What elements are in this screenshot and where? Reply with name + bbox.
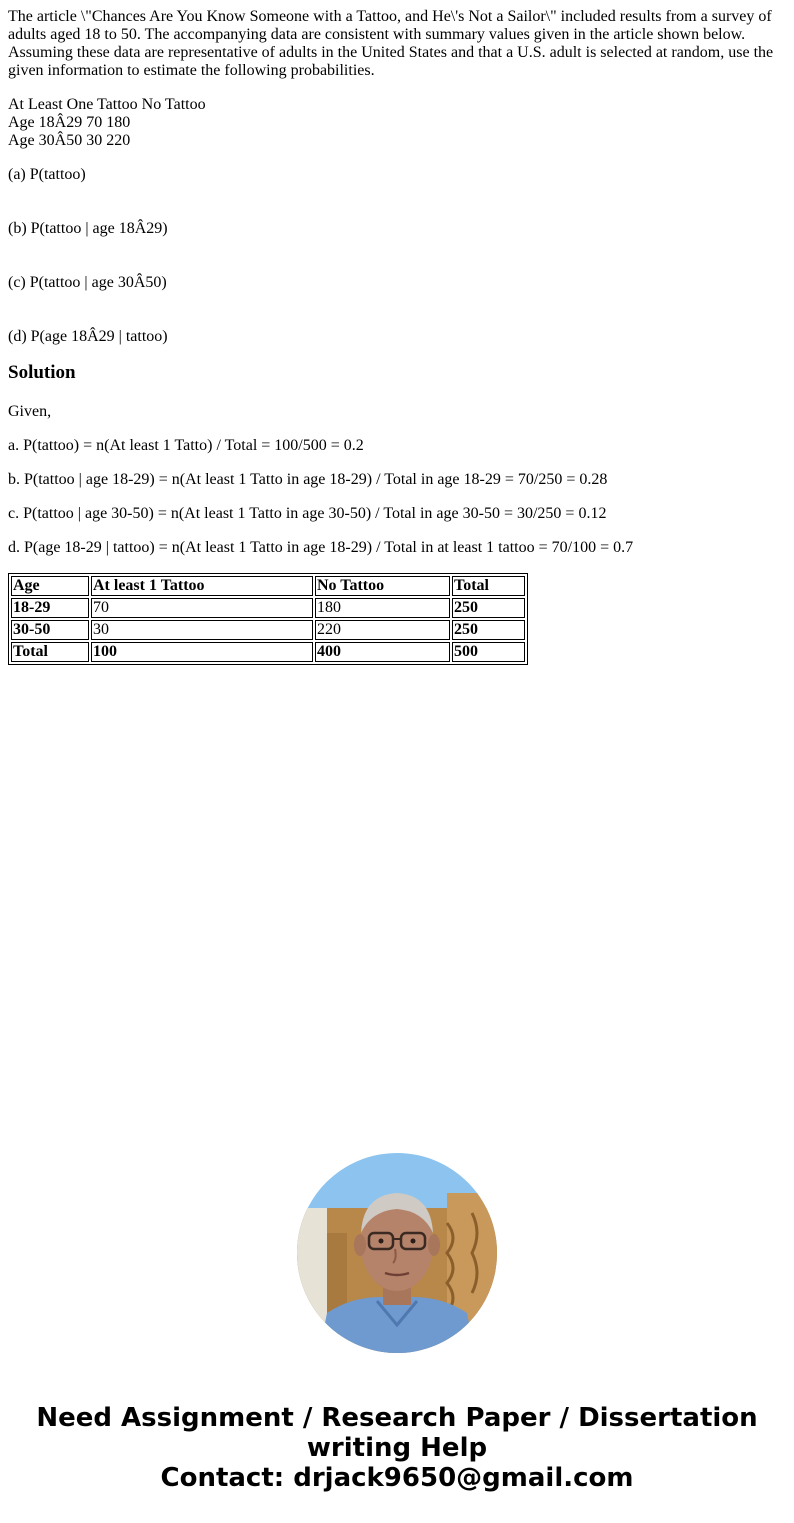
table-row xyxy=(11,598,525,618)
table-cell: 30-50 xyxy=(11,620,89,640)
table-cell: 70 xyxy=(91,598,313,618)
question-part-b: (b) P(tattoo | age 18Â29) xyxy=(8,220,168,237)
table-cell: 250 xyxy=(452,620,525,640)
data-summary xyxy=(8,96,786,150)
question-part-a: (a) P(tattoo) xyxy=(8,166,86,183)
table-row xyxy=(11,620,525,640)
promo-contact: Contact: drjack9650@gmail.com xyxy=(160,1463,634,1493)
table-header-cell: Age xyxy=(11,576,89,596)
table-cell: 30 xyxy=(91,620,313,640)
question-intro: The article \"Chances Are You Know Someone with a Tattoo, and He\'s Not a Sailor\" included results from a survey of adults aged 18 to 50. The accompanying data are consistent with summary values given in the article shown below. Assuming these data are representative of adults in the United States and that a U.S. adult is selected at random, use the given information to estimate the following probabilities. xyxy=(8,8,774,79)
table-cell: 220 xyxy=(315,620,450,640)
solution-given: Given, xyxy=(8,403,52,420)
table-cell: 18-29 xyxy=(11,598,89,618)
table-cell: 400 xyxy=(315,642,450,662)
table-header-cell: Total xyxy=(452,576,525,596)
table-cell: 180 xyxy=(315,598,450,618)
question-part-c: (c) P(tattoo | age 30Â50) xyxy=(8,274,167,291)
promo-line: writing Help xyxy=(306,1433,488,1463)
solution-line-d: d. P(age 18-29 | tattoo) = n(At least 1 Tatto in age 18-29) / Total in at least 1 tattoo = 70/100 = 0.7 xyxy=(8,539,634,556)
solution-line-c: c. P(tattoo | age 30-50) = n(At least 1 Tatto in age 30-50) / Total in age 30-50 = 30/250 = 0.12 xyxy=(8,505,607,522)
table-header-cell: At least 1 Tattoo xyxy=(91,576,313,596)
author-photo xyxy=(297,1153,497,1353)
data-line: Age 18Â29 70 180 xyxy=(8,114,131,131)
solution-line-a: a. P(tattoo) = n(At least 1 Tatto) / Total = 100/500 = 0.2 xyxy=(8,437,364,454)
solution-heading: Solution xyxy=(8,362,76,383)
table-header-row xyxy=(11,576,525,596)
table-cell: 500 xyxy=(452,642,525,662)
table-cell: 100 xyxy=(91,642,313,662)
table-header-cell: No Tattoo xyxy=(315,576,450,596)
table-cell: 250 xyxy=(452,598,525,618)
promo-line: Need Assignment / Research Paper / Dissertation xyxy=(36,1403,758,1433)
data-line: Age 30Â50 30 220 xyxy=(8,132,131,149)
question-part-d: (d) P(age 18Â29 | tattoo) xyxy=(8,328,168,345)
results-table xyxy=(8,573,528,665)
table-row xyxy=(11,642,525,662)
author-avatar xyxy=(297,1153,497,1353)
table-cell: Total xyxy=(11,642,89,662)
data-line: At Least One Tattoo No Tattoo xyxy=(8,96,206,113)
article-content xyxy=(8,8,786,665)
solution-line-b: b. P(tattoo | age 18-29) = n(At least 1 Tatto in age 18-29) / Total in age 18-29 = 70/250 = 0.28 xyxy=(8,471,608,488)
promo-banner xyxy=(0,1403,794,1493)
